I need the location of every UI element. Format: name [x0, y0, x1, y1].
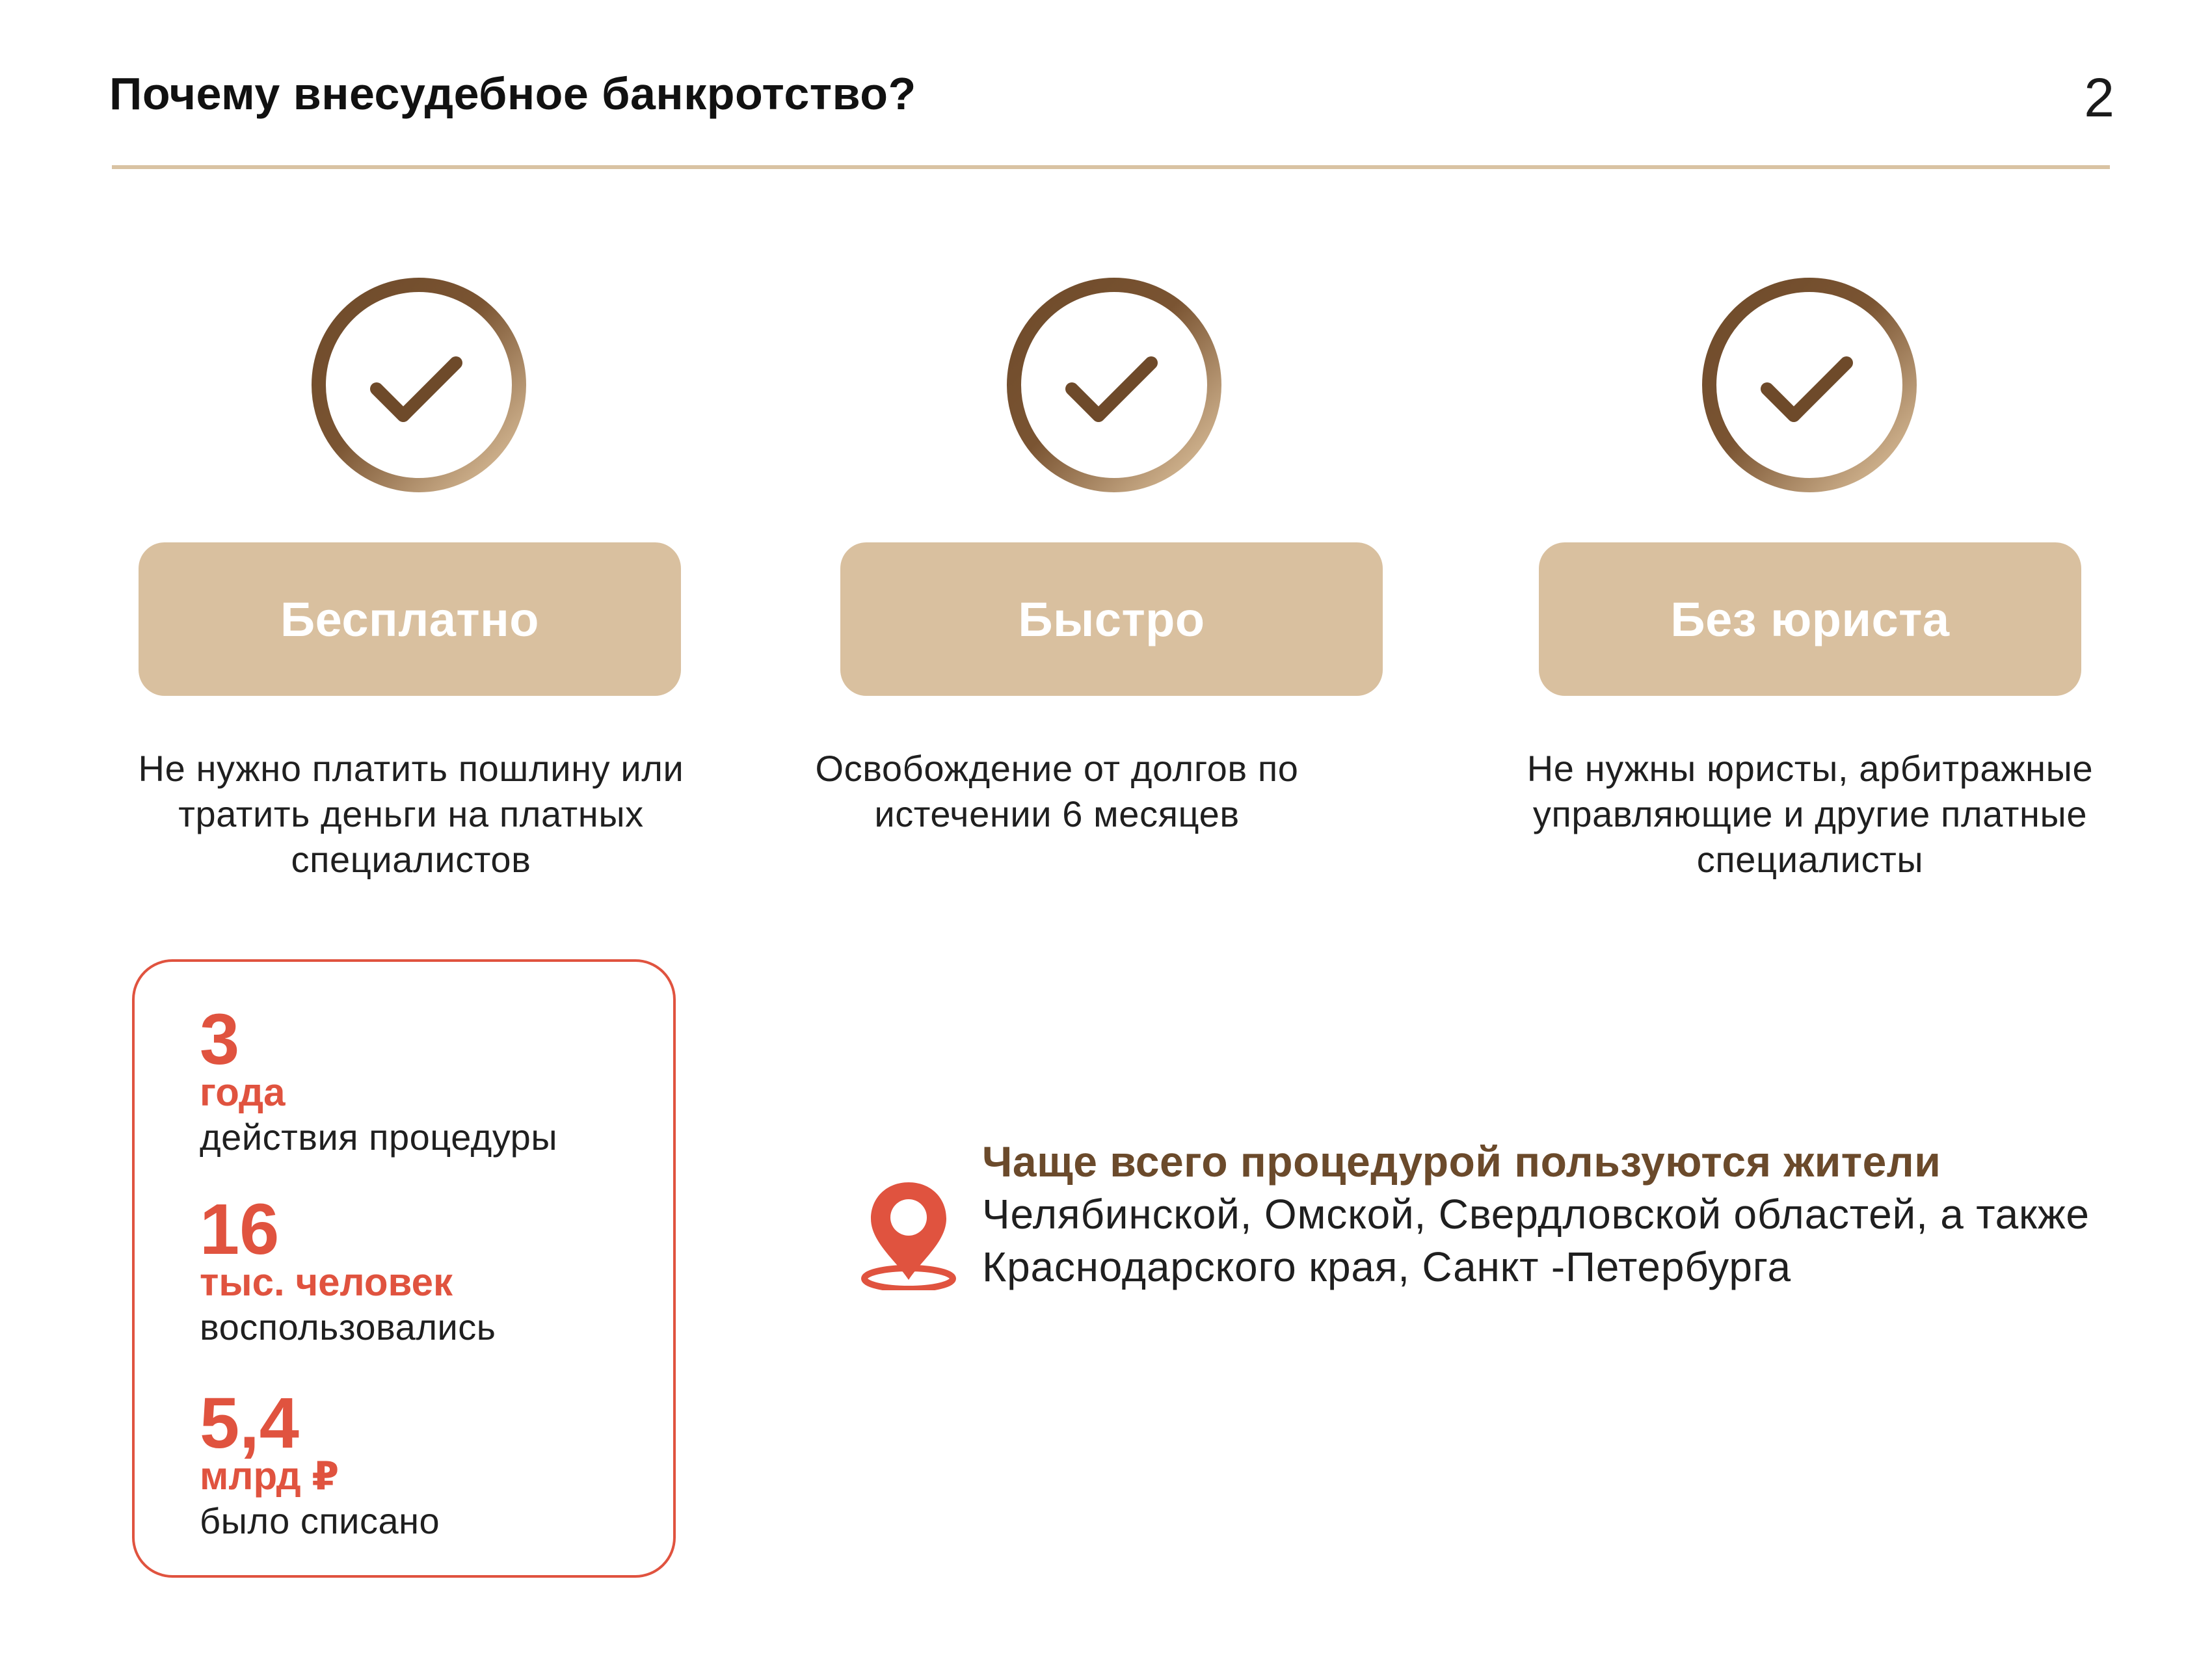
check-circle-icon	[309, 275, 529, 495]
location-pin-icon	[860, 1178, 957, 1290]
benefit-label-free: Бесплатно	[139, 542, 681, 696]
page-title: Почему внесудебное банкротство?	[109, 68, 916, 119]
stat-written-off	[200, 1383, 440, 1546]
stat-caption: действия процедуры	[200, 1117, 558, 1158]
regions-block	[982, 1135, 2101, 1294]
stat-number: 16	[200, 1189, 280, 1269]
stat-number: 5,4	[200, 1383, 299, 1463]
page-number: 2	[2084, 67, 2114, 128]
regions-text: Челябинской, Омской, Свердловской областей, а также Краснодарского края, Санкт -Петербурга	[982, 1191, 2090, 1290]
benefit-label-no-lawyer: Без юриста	[1539, 542, 2081, 696]
stat-caption: воспользовались	[200, 1307, 496, 1347]
benefit-label-fast: Быстро	[840, 542, 1383, 696]
benefit-description-no-lawyer: Не нужны юристы, арбитражные управляющие и другие платные специалисты	[1526, 748, 2094, 880]
stat-unit: года	[200, 1070, 286, 1114]
benefit-description-fast: Освобождение от долгов по истечении 6 месяцев	[815, 748, 1299, 834]
benefit-description-free: Не нужно платить пошлину или тратить деньги на платных специалистов	[138, 748, 684, 880]
stat-users	[200, 1189, 496, 1352]
stat-unit: млрд ₽	[200, 1454, 340, 1498]
stat-caption: было списано	[200, 1500, 440, 1541]
check-circle-icon	[1699, 275, 1919, 495]
stat-duration	[200, 1000, 558, 1162]
stats-card	[132, 959, 676, 1578]
stat-unit: тыс. человек	[200, 1260, 453, 1304]
stat-number: 3	[200, 1000, 240, 1080]
header-divider	[112, 165, 2110, 169]
check-circle-icon	[1004, 275, 1224, 495]
regions-lead: Чаще всего процедурой пользуются жители	[982, 1137, 1941, 1186]
